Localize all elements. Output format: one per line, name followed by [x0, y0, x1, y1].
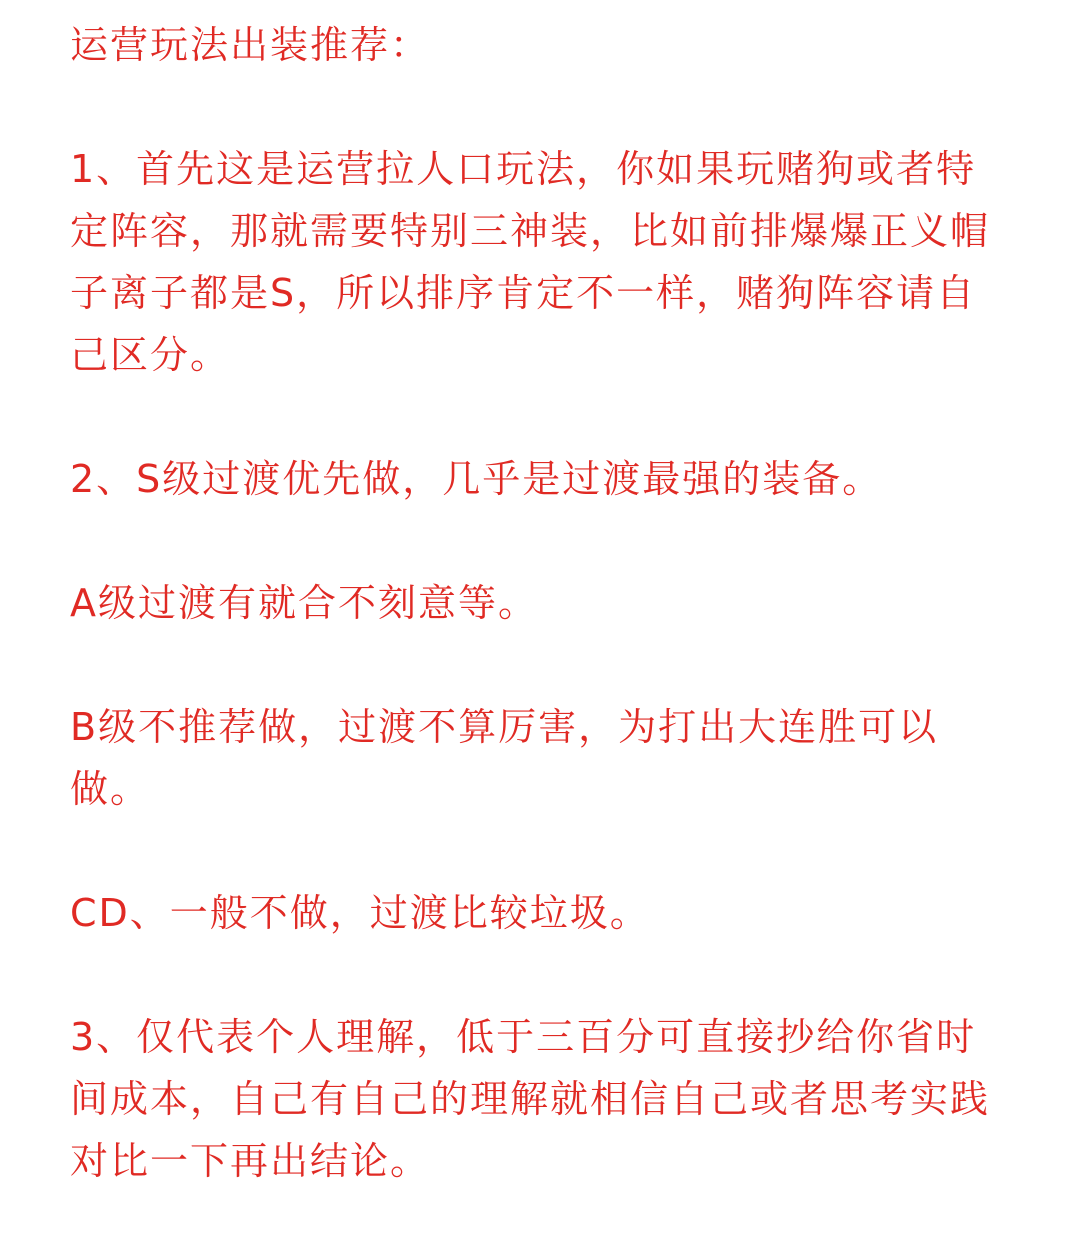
- paragraph-grade-cd: CD、一般不做，过渡比较垃圾。: [70, 891, 650, 935]
- article-body: [70, 14, 1015, 1192]
- article-heading: 运营玩法出装推荐：: [70, 23, 431, 67]
- paragraph-point-3: 3、仅代表个人理解，低于三百分可直接抄给你省时间成本，自己有自己的理解就相信自己或者思考实践对比一下再出结论。: [70, 1015, 991, 1183]
- paragraph-grade-a: A级过渡有就合不刻意等。: [70, 581, 538, 625]
- paragraph-point-2: 2、S级过渡优先做，几乎是过渡最强的装备。: [70, 457, 883, 501]
- paragraph-point-1: 1、首先这是运营拉人口玩法，你如果玩赌狗或者特定阵容，那就需要特别三神装，比如前排爆爆正义帽子离子都是S，所以排序肯定不一样，赌狗阵容请自己区分。: [70, 147, 991, 377]
- paragraph-grade-b: B级不推荐做，过渡不算厉害，为打出大连胜可以做。: [70, 705, 939, 811]
